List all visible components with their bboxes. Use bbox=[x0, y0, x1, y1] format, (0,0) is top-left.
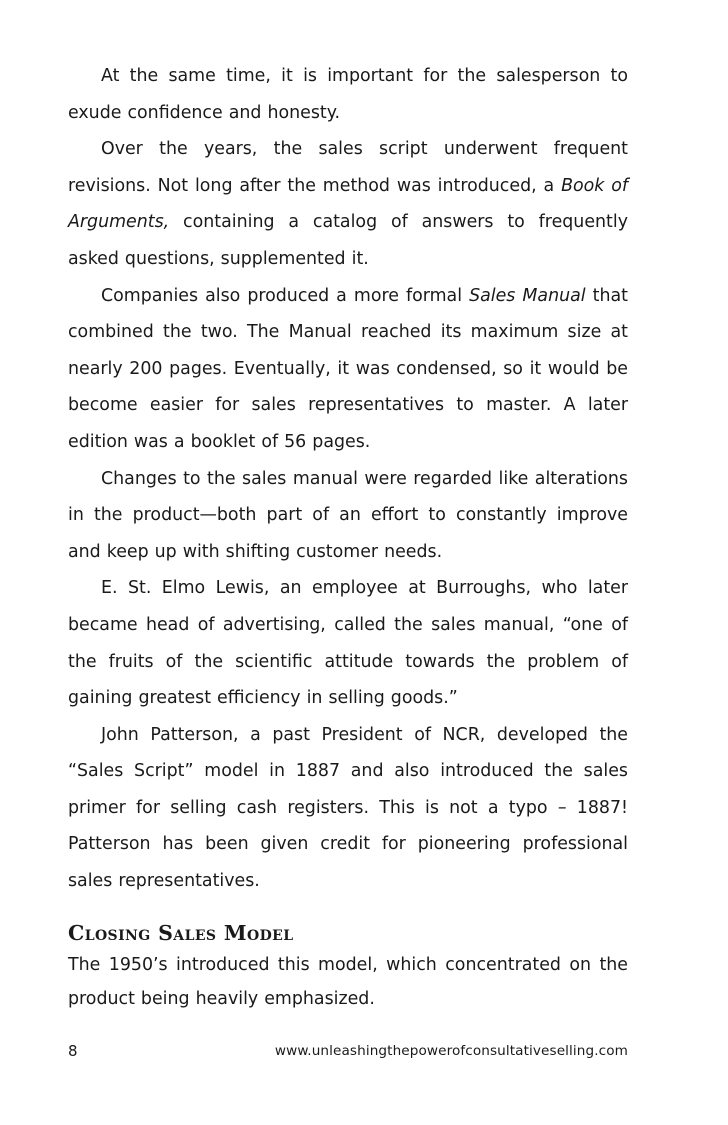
paragraph-elmo-lewis: E. St. Elmo Lewis, an employee at Burroughs, who later became head of advertising, called the sales manual, “one of the fruits of the scientific attitude towards the problem of gaining greatest efficiency in selling goods.” bbox=[68, 578, 628, 709]
footer-url: www.unleashingthepowerofconsultativeselling.com bbox=[274, 1043, 628, 1059]
sales-manual-title: Sales Manual bbox=[469, 285, 586, 306]
page-footer bbox=[68, 1042, 628, 1066]
paragraph-closing-model: The 1950’s introduced this model, which concentrated on the product being heavily emphasized. bbox=[68, 954, 628, 1009]
book-of-arguments-title: Book of Arguments, bbox=[68, 175, 628, 233]
page-content bbox=[68, 58, 628, 1016]
paragraph-sales-manual: Companies also produced a more formal Sales Manual that combined the two. The Manual reached its maximum size at nearly 200 pages. Eventually, it was condensed, so it would be become easier for sales representatives to master. A later edition was a booklet of 56 pages. bbox=[68, 285, 628, 452]
section-heading: Closing Sales Model bbox=[68, 920, 294, 945]
paragraph-sales-script-revisions: Over the years, the sales script underwent frequent revisions. Not long after the method was introduced, a Book of Arguments, containing a catalog of answers to frequently asked questions, supplemented it. bbox=[68, 139, 628, 269]
page-number: 8 bbox=[68, 1042, 78, 1060]
paragraph-confidence: At the same time, it is important for the salesperson to exude confidence and honesty. bbox=[68, 66, 628, 123]
paragraph-john-patterson: John Patterson, a past President of NCR, developed the “Sales Script” model in 1887 and also introduced the sales primer for selling cash registers. This is not a typo – 1887! Patterson has been given credit for pioneering professional sales representatives. bbox=[68, 724, 628, 892]
paragraph-manual-changes: Changes to the sales manual were regarded like alterations in the product—both part of an effort to constantly improve and keep up with shifting customer needs. bbox=[68, 468, 628, 562]
